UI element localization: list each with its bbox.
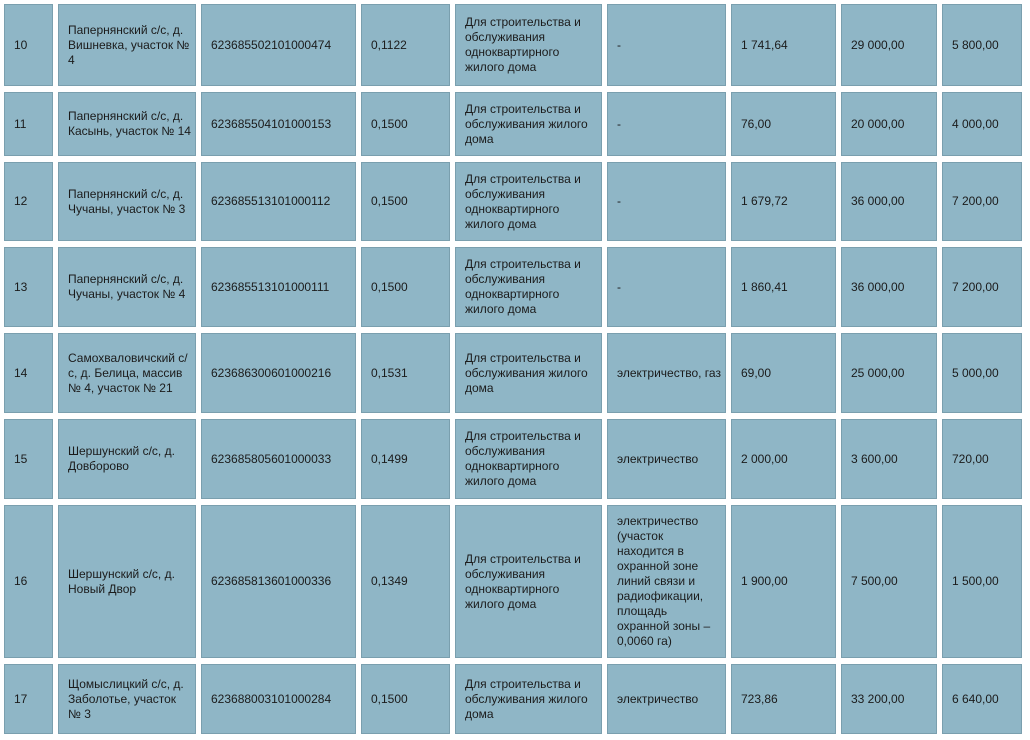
cadastral-number-cell: 623685502101000474 [201,4,356,86]
purpose-cell: Для строительства и обслуживания одноквартирного жилого дома [455,4,602,86]
table-row [4,4,1022,86]
area-cell: 0,1500 [361,162,450,241]
deposit-cell: 1 500,00 [942,505,1022,658]
start-price-cell: 20 000,00 [841,92,937,156]
area-cell: 0,1499 [361,419,450,499]
purpose-cell: Для строительства и обслуживания одноквартирного жилого дома [455,162,602,241]
area-cell: 0,1500 [361,92,450,156]
table-row [4,505,1022,658]
area-cell: 0,1531 [361,333,450,413]
start-price-cell: 29 000,00 [841,4,937,86]
area-cell: 0,1500 [361,664,450,734]
table-row [4,419,1022,499]
cadastral-number-cell: 623685813601000336 [201,505,356,658]
table-row [4,92,1022,156]
start-price-cell: 3 600,00 [841,419,937,499]
location-cell: Папернянский с/с, д. Вишневка, участок № 4 [58,4,196,86]
location-cell: Папернянский с/с, д. Чучаны, участок № 3 [58,162,196,241]
cadastral-number-cell: 623685513101000111 [201,247,356,327]
deposit-cell: 720,00 [942,419,1022,499]
cadastral-number-cell: 623685805601000033 [201,419,356,499]
utilities-cell: электричество [607,419,726,499]
utilities-cell: - [607,92,726,156]
cadastral-number-cell: 623685513101000112 [201,162,356,241]
purpose-cell: Для строительства и обслуживания жилого дома [455,333,602,413]
table-row [4,247,1022,327]
deposit-cell: 5 800,00 [942,4,1022,86]
table-row [4,333,1022,413]
cadastral-number-cell: 623688003101000284 [201,664,356,734]
table-body [4,4,1022,734]
cost-cell: 69,00 [731,333,836,413]
deposit-cell: 5 000,00 [942,333,1022,413]
deposit-cell: 7 200,00 [942,247,1022,327]
start-price-cell: 36 000,00 [841,162,937,241]
cost-cell: 1 741,64 [731,4,836,86]
utilities-cell: электричество [607,664,726,734]
table-row [4,162,1022,241]
location-cell: Самохваловичский с/с, д. Белица, массив № 4, участок № 21 [58,333,196,413]
cost-cell: 1 860,41 [731,247,836,327]
purpose-cell: Для строительства и обслуживания одноквартирного жилого дома [455,505,602,658]
location-cell: Шершунский с/с, д. Довборово [58,419,196,499]
deposit-cell: 4 000,00 [942,92,1022,156]
row-number-cell: 12 [4,162,53,241]
utilities-cell: - [607,4,726,86]
utilities-cell: - [607,162,726,241]
row-number-cell: 13 [4,247,53,327]
start-price-cell: 33 200,00 [841,664,937,734]
purpose-cell: Для строительства и обслуживания одноквартирного жилого дома [455,419,602,499]
deposit-cell: 7 200,00 [942,162,1022,241]
purpose-cell: Для строительства и обслуживания жилого дома [455,92,602,156]
row-number-cell: 11 [4,92,53,156]
utilities-cell: электричество (участок находится в охранной зоне линий связи и радиофикации, площадь охранной зоны – 0,0060 га) [607,505,726,658]
row-number-cell: 14 [4,333,53,413]
cost-cell: 76,00 [731,92,836,156]
location-cell: Щомыслицкий с/с, д. Заболотье, участок № 3 [58,664,196,734]
start-price-cell: 36 000,00 [841,247,937,327]
area-cell: 0,1500 [361,247,450,327]
area-cell: 0,1122 [361,4,450,86]
location-cell: Папернянский с/с, д. Чучаны, участок № 4 [58,247,196,327]
row-number-cell: 17 [4,664,53,734]
row-number-cell: 16 [4,505,53,658]
cost-cell: 1 900,00 [731,505,836,658]
cadastral-number-cell: 623685504101000153 [201,92,356,156]
deposit-cell: 6 640,00 [942,664,1022,734]
start-price-cell: 7 500,00 [841,505,937,658]
utilities-cell: - [607,247,726,327]
location-cell: Шершунский с/с, д. Новый Двор [58,505,196,658]
location-cell: Папернянский с/с, д. Касынь, участок № 14 [58,92,196,156]
purpose-cell: Для строительства и обслуживания жилого дома [455,664,602,734]
start-price-cell: 25 000,00 [841,333,937,413]
row-number-cell: 10 [4,4,53,86]
cost-cell: 723,86 [731,664,836,734]
cost-cell: 1 679,72 [731,162,836,241]
cadastral-number-cell: 623686300601000216 [201,333,356,413]
table-row [4,664,1022,734]
area-cell: 0,1349 [361,505,450,658]
utilities-cell: электричество, газ [607,333,726,413]
row-number-cell: 15 [4,419,53,499]
purpose-cell: Для строительства и обслуживания одноквартирного жилого дома [455,247,602,327]
cost-cell: 2 000,00 [731,419,836,499]
